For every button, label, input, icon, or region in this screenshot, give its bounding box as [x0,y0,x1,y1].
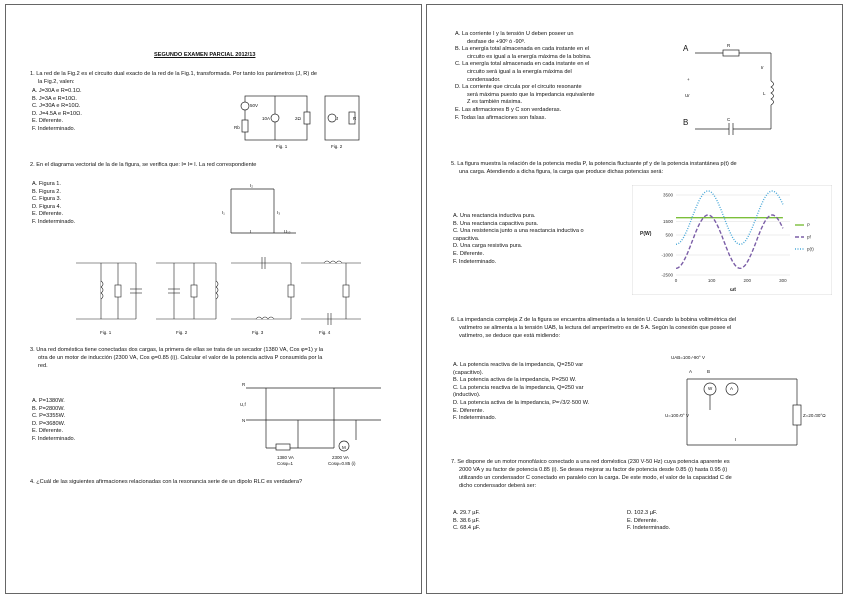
q1-fig1-label: Fig. 1 [276,144,288,149]
q6-option-c: C. La potencia reactiva de la impedancia, Q=250 var [453,384,584,391]
exam-page-right [426,4,843,594]
q6-option-a: A. La potencia reactiva de la impedancia, Q=250 var [453,362,584,368]
q5-option-c: C. Una resistencia junto a una reactancia inductiva o [453,228,584,235]
q4-fig-i: Ir [761,65,764,70]
q6-options [453,362,589,423]
q3-network-figure [236,380,386,460]
q1-j-label: J [336,116,339,121]
q6-wattmeter-figure [657,355,817,450]
q6-option-e: E. Diferente. [453,407,485,414]
q4-fig-ur: Ur [685,93,690,98]
q4-fig-plus: + [687,77,690,82]
q3-load2-label: 2300 VA [332,455,349,460]
q1-voltage-label: 50V [250,103,259,108]
q3-motor-label: M [342,445,346,450]
phasor-label-left: I₁ [222,210,225,215]
q2-network-figures [66,253,366,325]
q7-option-d: D. 102.3 µF. [627,510,658,516]
q6-text-cont2: vatímetro, se deduce que está midiendo: [459,333,561,339]
phasor-label-top: I₂ [250,183,253,188]
chart-y-tick: 3500 [662,192,673,198]
q4-option-d: D. La corriente que circula por el circuito resonante [455,84,582,91]
q4-fig-c: C [727,117,731,122]
q6-wattmeter-label: W [708,386,713,391]
q6-option-f: F. Indeterminado. [453,415,497,422]
q4-option-c: C. La energía total almacenada en cada instante en el [455,61,590,68]
chart-y-tick: 500 [665,232,673,238]
phasor-label-bottom: I [250,229,252,234]
q7-option-f: F. Indeterminado. [627,525,671,532]
q1-text: 1. La red de la Fig.2 es el circuito dual exacto de la red de la Fig.1, transformada. Por tanto los parámetros (J, R) de [30,71,317,77]
q6-ammeter-label: A [730,386,734,391]
q2-phasor-diagram [226,183,306,241]
chart-y-label: P(W) [640,231,652,237]
q6-option-c-cont: (inductivo). [453,392,481,399]
q7-option-c: C. 68.4 µF. [453,525,481,532]
q6-u-label: U=100 ⁄0° V [665,413,689,418]
q3-load1-label: 1380 VA [277,455,294,460]
power-chart [632,185,832,295]
q4-option-b-cont: circuito es igual a la energía máxima de la bobina. [467,53,592,60]
chart-x-tick: 200 [743,278,752,283]
chart-y-tick: 1500 [662,219,673,225]
q3-option-d: D. P=3680W. [32,420,66,427]
q3-r-label: R [242,382,246,387]
chart-frame [632,185,832,295]
q5-option-c-cont: capacitiva. [453,235,480,242]
q4-fig-a: A [683,44,689,53]
q5-option-e: E. Diferente. [453,250,485,257]
chart-x-tick: 100 [707,278,716,283]
q2-option-e: E. Diferente. [32,211,64,218]
q6-node-a: A [689,369,693,374]
exam-page-left [5,4,422,594]
q7-text-cont: 2000 VA y su factor de potencia 0.85 (i). Se desea mejorar su factor de potencia desde 0.85 (i) hasta 0.95 (i) [459,467,728,473]
q4-option-b: B. La energía total almacenada en cada instante en el [455,46,590,53]
q6-uab-label: UAB=100 ⁄-90° V [671,355,705,360]
q3-option-f: F. Indeterminado. [32,435,76,442]
q4-options [455,31,595,122]
q7-text-cont3: dicho condensador deberá ser: [459,483,537,489]
q5-option-a: A. Una reactancia inductiva pura. [453,213,536,219]
q4-rlc-figure [683,41,793,136]
q1-option-a: A. J=30A e R=0.1Ω. [32,88,82,94]
q1-r2-label: 2Ω [295,116,301,121]
q1-option-f: F. Indeterminado. [32,125,76,132]
q1-options [32,88,82,134]
q1-rb-label: Rb [234,125,240,130]
q2-option-c: C. Figura 3. [32,196,62,203]
q2-text: 2. En el diagrama vectorial de la de la figura, se verifica que: I= I= I. La red correspondiente [30,162,257,168]
q3-options [32,398,75,444]
q4-option-f: F. Todas las afirmaciones son falsas. [455,114,547,121]
q3-option-e: E. Diferente. [32,428,64,435]
q1-option-c: C. J=30A e R=10Ω. [32,103,81,110]
q5-text-cont: una carga. Atendiendo a dicha figura, la carga que produce dichas potencias será: [459,169,663,175]
q2-option-f: F. Indeterminado. [32,218,76,225]
chart-legend-label: p(t) [807,246,814,252]
q7-text: 7. Se dispone de un motor monofásico conectado a una red doméstica (230 V-50 Hz) cuya potencia aparente es [451,459,730,465]
q4-option-e: E. Las afirmaciones B y C son verdaderas. [455,106,562,113]
q4-option-c-cont: circuito será igual a la energía máxima del [467,68,572,75]
q2-option-a: A. Figura 1. [32,181,61,187]
q6-node-b: B [707,369,711,374]
q2-option-b: B. Figura 2. [32,188,61,195]
q7-option-a: A. 29.7 µF. [453,510,480,516]
phasor-label-right: I₃ [277,210,281,215]
q4-option-d-cont: será máxima puesto que la impedancia equivalente [467,91,595,98]
q5-option-f: F. Indeterminado. [453,258,497,265]
q5-text: 5. La figura muestra la relación de la potencia media P, la potencia fluctuante pf y de la potencia instantánea p(t) de [451,161,737,167]
q4-option-d-cont2: Z es también máxima. [467,99,523,106]
q2-fig3-label: Fig. 3 [252,330,264,335]
q7-text-cont2: utilizando un condensador C conectado en paralelo con la carga. De este modo, el valor de la capacidad C de [459,475,732,481]
q1-option-e: E. Diferente. [32,118,64,125]
q1-r-label: R [353,116,357,121]
q2-fig1-label: Fig. 1 [100,330,112,335]
q2-options [32,181,75,227]
q5-option-b: B. Una reactancia capacitiva pura. [453,220,539,227]
q2-option-d: D. Figura 4. [32,203,62,210]
q3-option-c: C. P=3355W. [32,413,66,420]
q4-option-a-cont: desfase de +90º ó -90º. [467,38,526,45]
q2-fig4-label: Fig. 4 [319,330,331,335]
q4-option-c-cont2: condensador. [467,76,501,83]
q4-option-a: A. La corriente I y la tensión U deben poseer un [455,31,574,37]
q2-fig2-label: Fig. 2 [176,330,188,335]
q1-current-label: 10A [262,116,271,121]
q3-text-cont: otra de un motor de inducción (2300 VA, Cos φ=0.85 (i)). Calcular el valor de la potencia activa P consumida por la [38,355,323,361]
chart-x-tick: 0 [674,278,678,283]
exam-title: SEGUNDO EXAMEN PARCIAL 2012/13 [154,52,256,58]
chart-y-tick: -2500 [661,272,673,278]
q7-options-right [627,510,670,533]
q7-option-e: E. Diferente. [627,517,659,524]
chart-y-tick: -1000 [661,252,673,258]
q3-load2-cos: Cosφ=0.85 (i) [328,461,356,466]
q1-fig2-label: Fig. 2 [331,144,343,149]
q6-option-d: D. La potencia activa de la impedancia, P=√3/2·500 W. [453,399,590,406]
q1-option-d: D. J=4.5A e R=10Ω. [32,110,82,117]
q4-text: 4. ¿Cuál de las siguientes afirmaciones relacionadas con la resonancia serie de un dipolo RLC es verdadera? [30,479,303,485]
q7-options-left [453,510,480,533]
q6-text: 6. La impedancia compleja Z de la figura se encuentra alimentada a la tensión U. Cuando la bobina voltimétrica del [451,317,737,323]
q6-i-label: I [735,437,737,442]
q6-option-b: B. La potencia activa de la impedancia, P=250 W. [453,377,577,384]
q1-text-cont: la Fig.2, valen: [38,79,75,85]
chart-legend-label: pf [807,234,811,240]
q5-options [453,213,584,266]
q3-option-b: B. P=2800W. [32,405,65,412]
q3-text: 3. Una red doméstica tiene conectadas dos cargas, la primera de ellas se trata de un secador (1380 VA, Cos φ=1) y la [30,347,324,353]
phasor-label-u: U₁₂ [284,229,291,234]
q3-text-cont2: red. [38,363,48,369]
q3-n-label: N [242,418,246,423]
q1-circuit-figures [231,90,371,155]
q5-option-d: D. Una carga resistiva pura. [453,243,523,250]
chart-x-tick: 300 [779,278,787,283]
q6-option-a-cont: (capacitivo). [453,369,484,376]
q6-z-label: Z=20 ⁄30°Ω [803,413,826,418]
q1-option-b: B. J=3A e R=10Ω. [32,95,77,102]
q3-option-a: A. P=1380W. [32,398,65,404]
chart-legend-label: P [807,222,811,228]
q4-fig-b: B [683,118,689,127]
q3-load1-cos: Cosφ=1 [277,461,294,466]
q3-u-label: U,f [240,402,246,407]
chart-x-label: ωt [730,287,736,293]
q4-fig-r: R [727,43,731,48]
q6-text-cont: vatímetro se alimenta a la tensión UAB, la lectura del amperímetro es de 5 A. Según la conexión que posee el [459,325,732,331]
q4-fig-l: L [763,91,766,96]
q7-option-b: B. 38.6 µF. [453,517,480,524]
